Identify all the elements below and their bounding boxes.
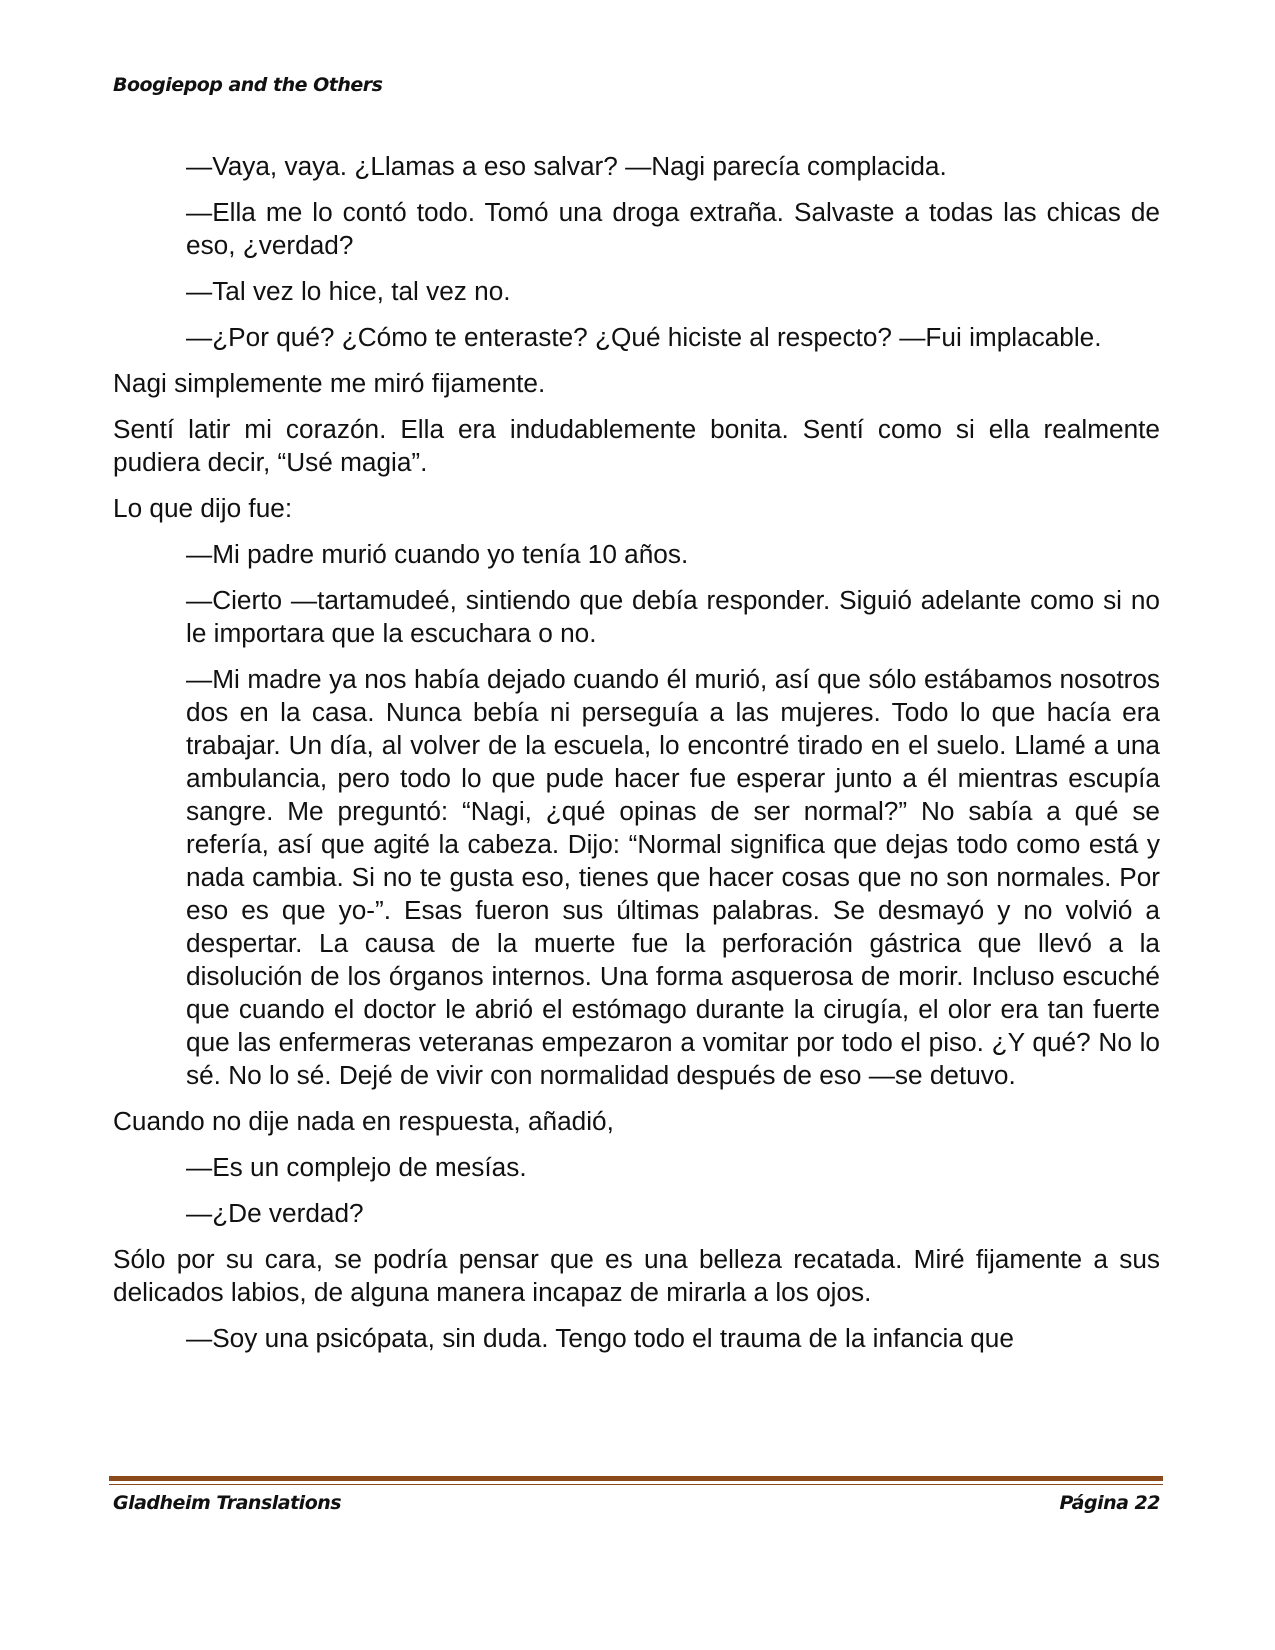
footer-rule	[109, 1476, 1163, 1481]
body-text	[113, 150, 1160, 1368]
paragraph: Nagi simplemente me miró fijamente.	[113, 368, 546, 398]
footer-rule-thin	[109, 1484, 1163, 1485]
paragraph: Sentí latir mi corazón. Ella era indudablemente bonita. Sentí como si ella realmente pudiera decir, “Usé magia”.	[113, 414, 1160, 477]
footer-page-number: Página 22	[1059, 1492, 1160, 1514]
paragraph: —¿De verdad?	[186, 1198, 364, 1228]
page-header-title: Boogiepop and the Others	[113, 74, 383, 96]
paragraph: Sólo por su cara, se podría pensar que es una belleza recatada. Miré fijamente a sus delicados labios, de alguna manera incapaz de mirarla a los ojos.	[113, 1244, 1160, 1307]
paragraph: —Es un complejo de mesías.	[186, 1152, 527, 1182]
paragraph: Lo que dijo fue:	[113, 493, 293, 523]
paragraph: —Ella me lo contó todo. Tomó una droga extraña. Salvaste a todas las chicas de eso, ¿verdad?	[186, 197, 1160, 260]
paragraph: —Mi padre murió cuando yo tenía 10 años.	[186, 539, 689, 569]
footer-publisher: Gladheim Translations	[113, 1492, 342, 1514]
paragraph: —Vaya, vaya. ¿Llamas a eso salvar? —Nagi parecía complacida.	[186, 151, 947, 181]
page-footer	[113, 1492, 1160, 1514]
paragraph: —¿Por qué? ¿Cómo te enteraste? ¿Qué hiciste al respecto? —Fui implacable.	[186, 322, 1102, 352]
paragraph: —Mi madre ya nos había dejado cuando él murió, así que sólo estábamos nosotros dos en la casa. Nunca bebía ni perseguía a las mujeres. Todo lo que hacía era trabajar. Un día, al volver de la escuela, lo encontré tirado en el suelo. Llamé a una ambulancia, pero todo lo que pude hacer fue esperar junto a él mientras escupía sangre. Me preguntó: “Nagi, ¿qué opinas de ser normal?” No sabía a qué se refería, así que agité la cabeza. Dijo: “Normal significa que dejas todo como está y nada cambia. Si no te gusta eso, tienes que hacer cosas que no son normales. Por eso es que yo-”. Esas fueron sus últimas palabras. Se desmayó y no volvió a despertar. La causa de la muerte fue la perforación gástrica que llevó a la disolución de los órganos internos. Una forma asquerosa de morir. Incluso escuché que cuando el doctor le abrió el estómago durante la cirugía, el olor era tan fuerte que las enfermeras veteranas empezaron a vomitar por todo el piso. ¿Y qué? No lo sé. No lo sé. Dejé de vivir con normalidad después de eso —se detuvo.	[186, 664, 1160, 1090]
paragraph: Cuando no dije nada en respuesta, añadió,	[113, 1106, 614, 1136]
paragraph: —Tal vez lo hice, tal vez no.	[186, 276, 511, 306]
paragraph: —Soy una psicópata, sin duda. Tengo todo el trauma de la infancia que	[186, 1323, 1014, 1353]
paragraph: —Cierto —tartamudeé, sintiendo que debía responder. Siguió adelante como si no le importara que la escuchara o no.	[186, 585, 1160, 648]
